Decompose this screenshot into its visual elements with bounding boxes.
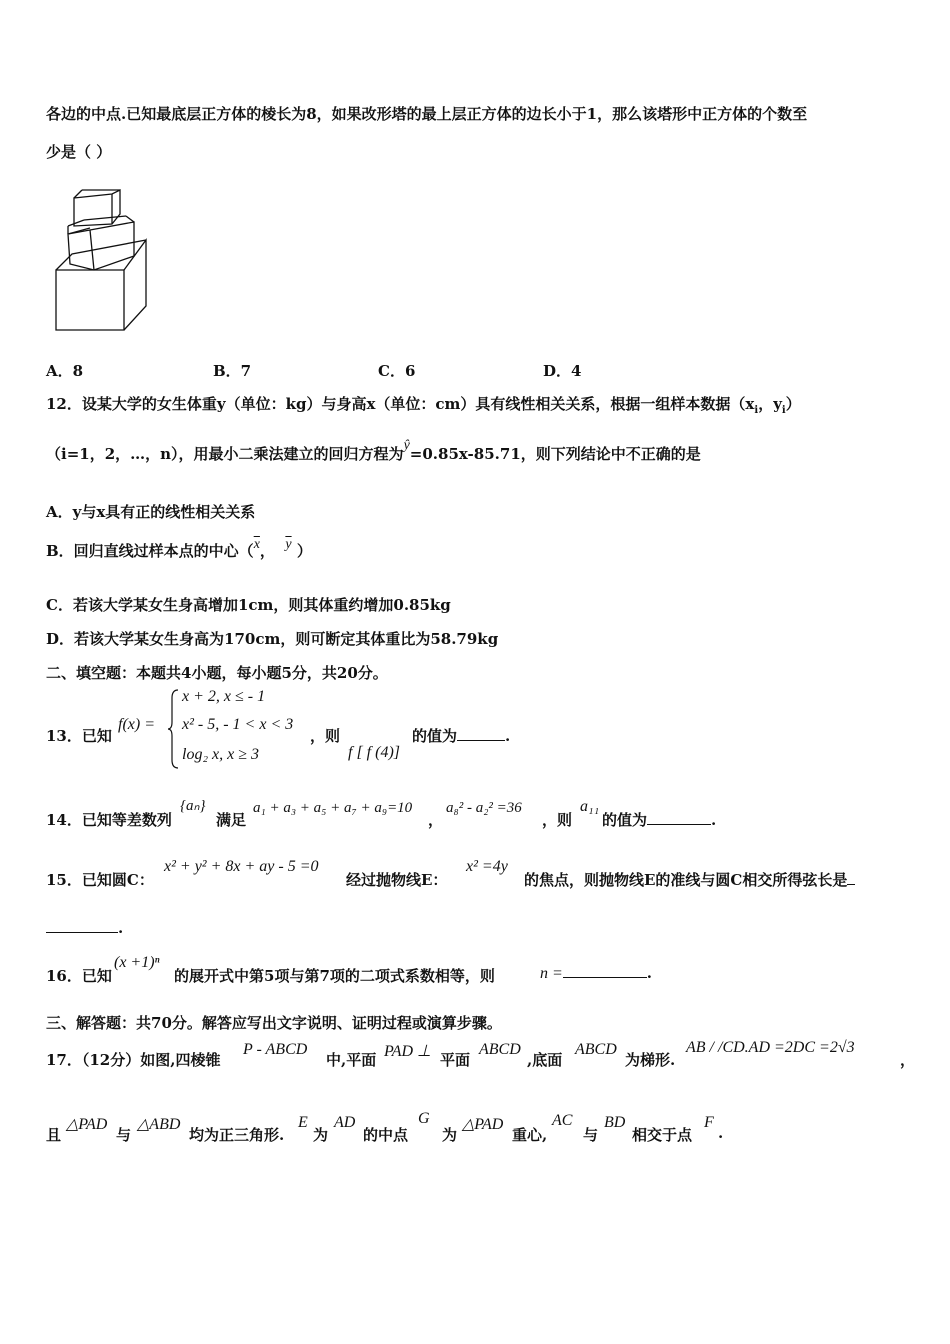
q12-option-b: B．回归直线过样本点的中心（$\overline{x}$， $\overline{y}$ ） — [46, 537, 312, 560]
q17-tri-pad-2: △PAD — [462, 1116, 504, 1133]
q15-answer-line: . — [46, 919, 123, 937]
q17-t2: 平面 — [440, 1051, 471, 1069]
q17-pad-perp: PAD ⊥ — [384, 1043, 431, 1060]
q17-l2-10: . — [718, 1124, 724, 1142]
q13-case3: log₂ x, x ≥ 3 — [182, 746, 259, 763]
q14-answer-blank — [647, 824, 711, 825]
q17-l2-3: 均为正三角形. — [189, 1126, 285, 1144]
q13-case2: x² - 5, - 1 < x < 3 — [182, 716, 294, 733]
q17-G: G — [418, 1110, 430, 1127]
q14-eq1: a₁ + a₃ + a₅ + a₇ + a₉=10 — [253, 800, 413, 816]
q17-AD: AD — [334, 1114, 356, 1131]
q15-eq2: x² =4y — [466, 858, 508, 875]
q17-tri-pad-1: △PAD — [66, 1116, 108, 1133]
q17-condition: AB / /CD.AD =2DC =2√3 — [686, 1039, 855, 1056]
q17-prefix: 17．（12分）如图,四棱锥 — [46, 1051, 221, 1069]
q17-t5: ， — [900, 1051, 916, 1069]
q13-suffix: 的值为 . — [412, 727, 511, 745]
q17-l2-5: 的中点 — [363, 1126, 409, 1144]
q17-l2-7: 重心, — [512, 1126, 548, 1144]
q11-option-b: B．7 — [213, 362, 252, 380]
q11-line1: 各边的中点.已知最底层正方体的棱长为8，如果改形塔的最上层正方体的边长小于1，那么该塔形中正方体的个数至 — [46, 105, 808, 123]
stacked-cubes-figure — [50, 186, 155, 334]
q13-brace — [168, 688, 180, 770]
q17-abcd-2: ABCD — [575, 1041, 617, 1058]
q13-then: ，则 — [310, 727, 341, 745]
q13-answer-blank — [457, 740, 505, 741]
q14-eq2: a₈² - a₂² =36 — [446, 800, 522, 816]
q17-t1: 中,平面 — [326, 1051, 377, 1069]
y-hat-symbol: ŷ — [403, 438, 410, 453]
x-bar-symbol: $\overline{x}$ — [253, 537, 260, 552]
q15-eq1: x² + y² + 8x + ay - 5 =0 — [164, 858, 319, 875]
q16-prefix: 16．已知 — [46, 967, 112, 985]
q12-line2: （i=1，2，…，n），用最小二乘法建立的回归方程为ŷ=0.85x-85.71，则下列结论中不正确的是 — [46, 438, 701, 463]
q17-l2-9: 相交于点 — [632, 1126, 693, 1144]
q17-BD: BD — [604, 1114, 626, 1131]
q17-l2-2: 与 — [116, 1126, 132, 1144]
q13-prefix: 13．已知 — [46, 727, 112, 745]
q17-abcd-1: ABCD — [479, 1041, 521, 1058]
q17-F: F — [704, 1114, 714, 1131]
q14-suffix: 的值为 . — [602, 811, 717, 829]
q12-option-a: A．y与x具有正的线性相关关系 — [46, 503, 256, 521]
q13-case1: x + 2, x ≤ - 1 — [182, 688, 266, 705]
q16-expr: (x +1)ⁿ — [114, 954, 160, 971]
q17-E: E — [298, 1114, 308, 1131]
q12-option-d: D．若该大学某女生身高为170cm，则可断定其体重比为58.79kg — [46, 630, 499, 648]
q11-option-d: D．4 — [543, 362, 582, 380]
q17-l2-8: 与 — [583, 1126, 599, 1144]
q15-answer-blank — [46, 932, 118, 933]
q17-pabcd: P - ABCD — [243, 1041, 308, 1058]
q14-prefix: 14．已知等差数列 — [46, 811, 172, 829]
q11-option-c: C．6 — [378, 362, 416, 380]
q17-AC: AC — [552, 1112, 573, 1129]
q14-mid1: 满足 — [216, 811, 247, 829]
section-2-heading: 二、填空题：本题共4小题，每小题5分，共20分。 — [46, 664, 388, 682]
q16-answer-blank — [563, 977, 647, 978]
q17-t4: 为梯形. — [625, 1051, 676, 1069]
q17-tri-abd: △ABD — [137, 1116, 181, 1133]
q15-mid1: 经过抛物线E： — [346, 871, 448, 889]
q13-fx: f(x) = — [118, 716, 155, 733]
q14-comma: ， — [428, 811, 444, 829]
q17-l2-4: 为 — [313, 1126, 329, 1144]
q15-prefix: 15．已知圆C： — [46, 871, 154, 889]
q13-ffour: f [ f (4)] — [348, 744, 400, 761]
q17-t3: ,底面 — [527, 1051, 563, 1069]
y-bar-symbol: $\overline{y}$ — [285, 537, 292, 552]
q16-mid: 的展开式中第5项与第7项的二项式系数相等，则 — [174, 967, 495, 985]
q12-line1: 12．设某大学的女生体重y（单位：kg）与身高x（单位：cm）具有线性相关关系，根据一组样本数据（$x_i$，$y_i$） — [46, 395, 801, 416]
q17-l2-6: 为 — [442, 1126, 458, 1144]
q11-option-a: A．8 — [46, 362, 84, 380]
q11-line2: 少是（ ） — [46, 143, 112, 161]
q14-a11: a₁₁ — [580, 798, 600, 815]
q15-suffix: 的焦点，则抛物线E的准线与圆C相交所得弦长是 — [524, 869, 855, 890]
q14-mid2: ，则 — [542, 811, 573, 829]
q16-answer: n = . — [540, 964, 653, 982]
q17-l2-1: 且 — [46, 1126, 62, 1144]
q12-option-c: C．若该大学某女生身高增加1cm，则其体重约增加0.85kg — [46, 596, 451, 614]
q14-sequence: {aₙ} — [180, 798, 206, 814]
section-3-heading: 三、解答题：共70分。解答应写出文字说明、证明过程或演算步骤。 — [46, 1014, 502, 1032]
